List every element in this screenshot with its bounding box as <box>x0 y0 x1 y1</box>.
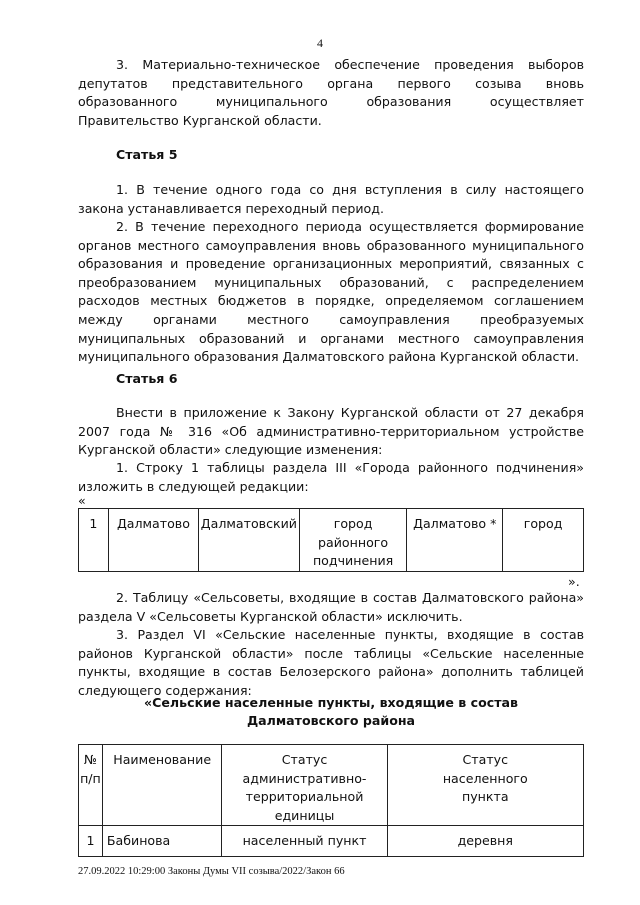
page-number: 4 <box>317 36 323 50</box>
table-header-row <box>79 745 584 826</box>
header-name: Наименование <box>102 745 222 826</box>
row-number: 1 <box>79 826 103 857</box>
article-5-paragraph-1: 1. В течение одного года со дня вступления в силу настоящего закона устанавливается переходный период. <box>78 182 584 216</box>
article-6-paragraph-item-3: 3. Раздел VI «Сельские населенные пункты, входящие в состав районов Курганской области» после таблицы «Сельские населенные пункты, входящие в состав Белозерского района» дополнить таблицей следующего содержания: <box>78 627 584 698</box>
article-5-heading: Статья 5 <box>116 147 178 162</box>
article-6-paragraph-item-2: 2. Таблицу «Сельсоветы, входящие в состав Далматовского района» раздела V «Сельсоветы Курганской области» исключить. <box>78 590 584 624</box>
settlement-type: город <box>503 509 584 572</box>
table-title-line-1: «Сельские населенные пункты, входящие в состав <box>144 695 518 710</box>
table-row <box>79 509 584 572</box>
article-6-heading: Статья 6 <box>116 371 178 386</box>
article-6-paragraph-item-1: 1. Строку 1 таблицы раздела III «Города районного подчинения» изложить в следующей редакции: <box>78 460 584 494</box>
opening-quote: « <box>78 493 86 508</box>
closing-quote: ». <box>568 574 580 589</box>
document-footer: 27.09.2022 10:29:00 Законы Думы VII созыва/2022/Закон 66 <box>78 866 345 877</box>
article-5-paragraph-2: 2. В течение переходного периода осуществляется формирование органов местного самоуправления вновь образованного муниципального образования и проведение организационных мероприятий, связанных с преобразованием муниципальных образований, с распределением расходов местных бюджетов в порядке, определяемом соглашением между органами местного самоуправления преобразуемых муниципальных образований и органами местного самоуправления муниципального образования Далматовского района Курганской области. <box>78 219 584 365</box>
header-settlement-status: Статус населенного пункта <box>387 745 583 826</box>
table-title-line-2: Далматовского района <box>246 713 416 728</box>
row-number: 1 <box>79 509 109 572</box>
district-name: Далматовский <box>199 509 300 572</box>
city-name: Далматово <box>108 509 198 572</box>
settlement-name: Бабинова <box>102 826 222 857</box>
settlement-status: деревня <box>387 826 583 857</box>
header-unit-status: Статус административно-территориальной единицы <box>222 745 387 826</box>
paragraph-material-support: 3. Материально-техническое обеспечение проведения выборов депутатов представительного органа первого созыва вновь образованного муниципального образования осуществляет Правительство Курганской области. <box>78 57 584 128</box>
cities-table <box>78 508 584 572</box>
table-row <box>79 826 584 857</box>
settlements-table <box>78 744 584 857</box>
header-number: № п/п <box>79 745 103 826</box>
city-category: город районного подчинения <box>299 509 407 572</box>
article-6-paragraph-intro: Внести в приложение к Закону Курганской области от 27 декабря 2007 года № 316 «Об административно-территориальном устройстве Курганской области» следующие изменения: <box>78 405 584 458</box>
admin-center: Далматово * <box>407 509 503 572</box>
unit-status: населенный пункт <box>222 826 387 857</box>
